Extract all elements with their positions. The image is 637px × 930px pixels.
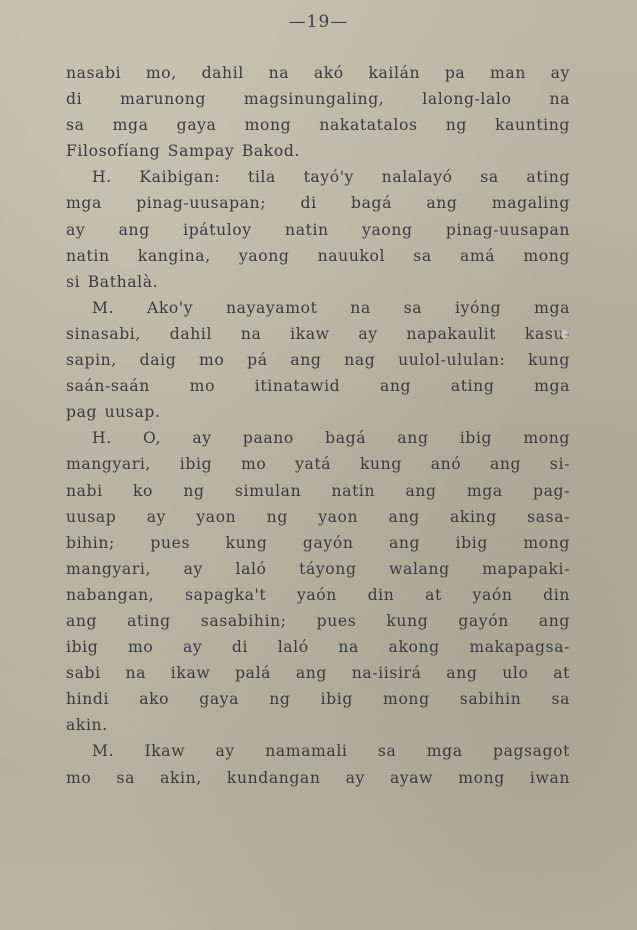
- text-line: nabi ko ng simulan natin ang mga pag-: [66, 481, 570, 500]
- text-line: hindi ako gaya ng ibig mong sabihin sa: [66, 690, 570, 709]
- text-line: uusap ay yaon ng yaon ang aking sasa-: [66, 507, 570, 526]
- text-line: H. Kaibigan: tila tayó'y nalalayó sa ating: [92, 168, 570, 187]
- text-line: ay ang ipátuloy natin yaong pinag-uusapan: [66, 220, 570, 239]
- text-line: mangyari, ibig mo yatá kung anó ang si-: [66, 455, 570, 474]
- paper-smudge: [560, 330, 568, 338]
- text-line: sabi na ikaw palá ang na-iisirá ang ulo at: [66, 664, 570, 683]
- text-line: sapin, daig mo pá ang nag uulol-ululan: kung: [66, 351, 570, 370]
- text-line: di marunong magsinungaling, lalong-lalo na: [66, 90, 570, 109]
- text-line: nasabi mo, dahil na akó kailán pa man ay: [66, 64, 570, 82]
- text-line: bihin; pues kung gayón ang ibig mong: [66, 533, 570, 552]
- text-line: pag uusap.: [66, 403, 161, 422]
- text-line: sinasabi, dahil na ikaw ay napakaulit kasu-: [66, 324, 570, 343]
- text-line: saán-saán mo itinatawid ang ating mga: [66, 377, 570, 396]
- text-line: mga pinag-uusapan; di bagá ang magaling: [66, 194, 570, 213]
- text-line: akin.: [66, 716, 108, 735]
- text-line: H. O, ay paano bagá ang ibig mong: [92, 429, 570, 448]
- text-line: M. Ako'y nayayamot na sa iyóng mga: [92, 298, 570, 317]
- text-line: ang ating sasabihin; pues kung gayón ang: [66, 611, 570, 630]
- text-line: sa mga gaya mong nakatatalos ng kaunting: [66, 116, 570, 135]
- body-text: [66, 60, 570, 791]
- text-line: nabangan, sapagka't yaón din at yaón din: [66, 585, 570, 604]
- page-number: —19—: [288, 12, 349, 32]
- text-line: mo sa akin, kundangan ay ayaw mong iwan: [66, 768, 570, 787]
- text-line: Filosofíang Sampay Bakod.: [66, 142, 300, 161]
- text-line: si Bathalà.: [66, 272, 159, 291]
- text-line: natin kangina, yaong nauukol sa amá mong: [66, 246, 570, 265]
- text-line: mangyari, ay laló táyong walang mapapaki-: [66, 559, 570, 578]
- text-line: ibig mo ay di laló na akong makapagsa-: [66, 638, 570, 657]
- text-line: M. Ikaw ay namamali sa mga pagsagot: [92, 742, 570, 761]
